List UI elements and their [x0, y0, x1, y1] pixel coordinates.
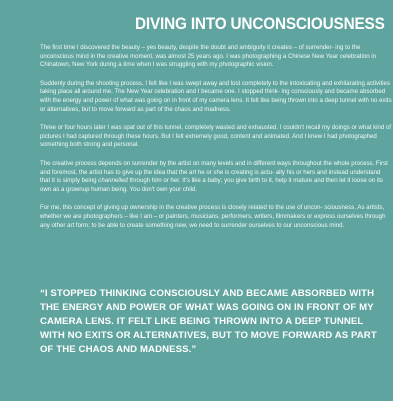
pull-quote — [40, 287, 393, 357]
paragraph-text: New Year celebration in Chinatown, New York during a time when I was struggling with my photographic — [40, 52, 377, 69]
paragraph-text: doings or what kind of pictures I had captured through these hours. But I felt extremely good, content and — [40, 124, 392, 140]
paragraph-text: you give birth to it, help it mature and then let it loose on its own as a grownup human being. You don't own — [40, 177, 383, 193]
article-body — [40, 44, 392, 240]
paragraph-text: filmmakers or express ourselves through any other art form; to be able to create something new, we need to — [40, 212, 386, 229]
body-paragraph — [40, 124, 392, 150]
paragraph-text: For me, this concept of giving up ownership in the creative process is closely related to the use of uncon- — [40, 204, 323, 212]
paragraph-text: sciousness. As artists, whether we are photographers – like I am – or painters, musicians, performers, writers, — [40, 204, 385, 220]
paragraph-text: Three or four hours later I was spat out of this tunnel, completely wasted and exhausted. I couldn't recall my — [40, 124, 331, 132]
pull-quote-line: THE ENERGY AND POWER OF WHAT WAS GOING ON IN FRONT OF MY — [40, 301, 374, 313]
pull-quote-line: WITH NO EXITS OR ALTERNATIVES, BUT TO MOVE FORWARD AS PART — [40, 329, 377, 341]
pull-quote-line: OF THE CHAOS AND MADNESS.” — [40, 343, 197, 355]
paragraph-text: ing consciously and became absorbed with the energy and power of what was going on in front of my camera — [40, 88, 386, 104]
paragraph-text: exhilarating activities taking place all around me. The New Year celebration and I became one. I stopped think- — [40, 79, 390, 96]
paragraph-text: lens. It felt like being thrown into a deep tunnel with no exits or alternatives, but to move forward as part of the — [40, 96, 392, 113]
pull-quote-line: CAMERA LENS. IT FELT LIKE BEING THROWN INTO A DEEP TUNNEL — [40, 315, 364, 327]
article-title: DIVING INTO UNCONSCIOUSNESS — [135, 15, 385, 33]
pull-quote-line: “I STOPPED THINKING CONSCIOUSLY AND BECAME ABSORBED WITH — [40, 288, 375, 299]
paragraph-text: The creative process depends on surrender by the artist on many levels and in different ways throughout the — [40, 159, 332, 167]
paragraph-text: whole process. First and foremost, the artist has to give up the idea that the art he or she is creating is actu- — [40, 159, 388, 176]
paragraph-text: vision. — [256, 61, 274, 69]
paragraph-text: Suddenly during the shooting process, I felt like I was swept away and lost completely to the intoxicating and — [40, 79, 332, 87]
paragraph-text: ing to the unconscious mind in the creative moment, was almost 25 years ago. I was photographing a Chinese — [40, 44, 361, 60]
body-paragraph — [40, 80, 392, 114]
paragraph-text: animated. And I knew I had photographed something both strong and personal. — [40, 132, 377, 149]
paragraph-text: your child. — [169, 185, 198, 193]
paragraph-text: chaos and madness. — [174, 105, 231, 113]
body-paragraph — [40, 44, 392, 70]
body-paragraph — [40, 204, 392, 230]
body-paragraph — [40, 160, 392, 194]
paragraph-text: The first time I discovered the beauty – yes beauty, despite the doubt and ambiguity it creates – of surrender- — [40, 44, 334, 51]
emphasized-word: channelled — [98, 177, 128, 185]
paragraph-text: ally his or hers and instead understand that it is simply being channelled through him or her. It's like a baby; — [40, 168, 381, 185]
paragraph-text: surrender ourselves to our unconscious mind. — [220, 221, 345, 229]
